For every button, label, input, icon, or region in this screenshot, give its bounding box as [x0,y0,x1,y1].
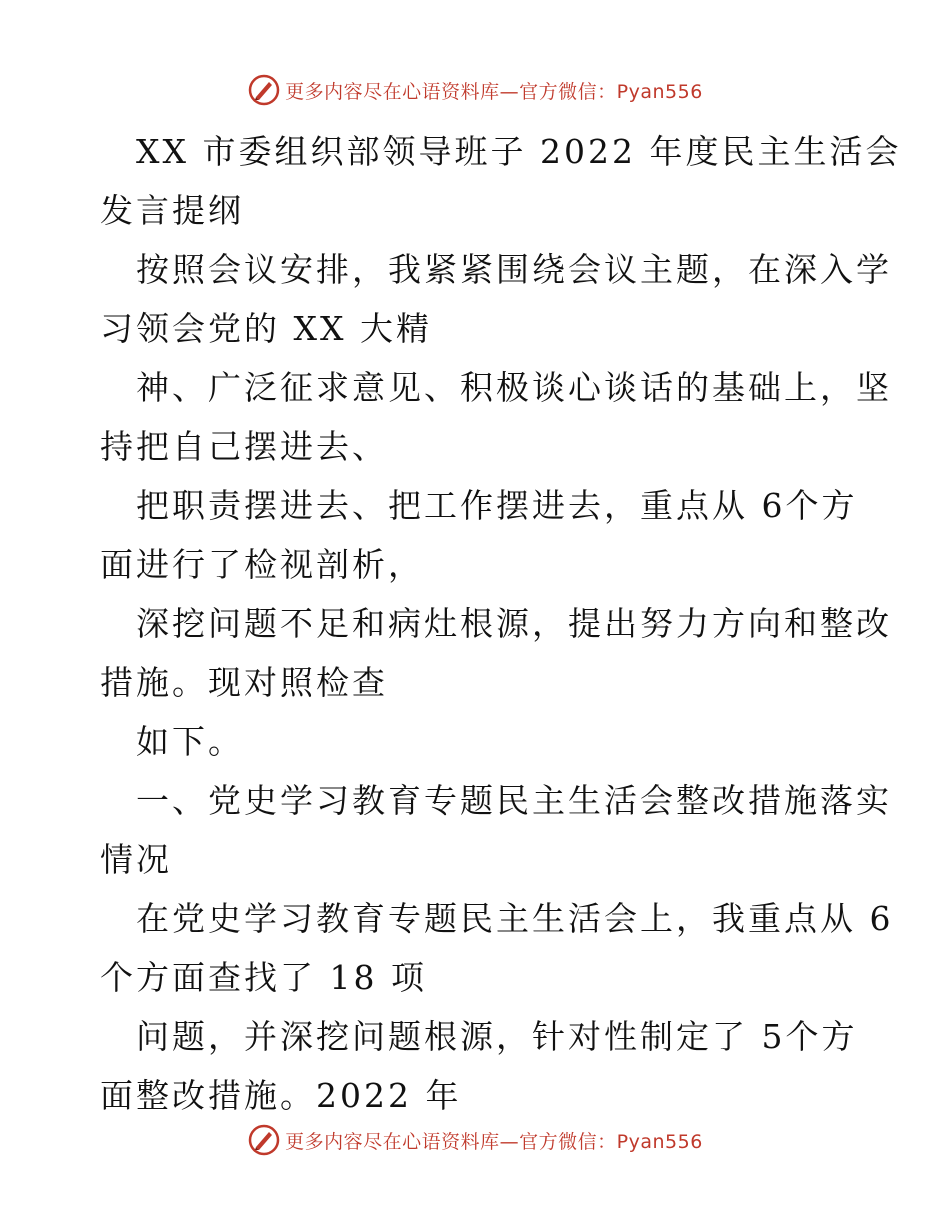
paragraph-line: 措施。现对照检查 [100,663,388,702]
header-banner [0,70,950,110]
footer-banner-text: 更多内容尽在心语资料库—官方微信：Pyan556 [285,1130,703,1153]
paragraph-line: 如下。 [136,722,244,761]
header-banner-text: 更多内容尽在心语资料库—官方微信：Pyan556 [285,80,703,103]
title-line-2: 发言提纲 [100,191,244,230]
paragraph-line: 问题，并深挖问题根源，针对性制定了 5个方 [136,1017,858,1056]
paragraph-line: 面进行了检视剖析， [100,545,424,584]
paragraph-line: 神、广泛征求意见、积极谈心谈话的基础上，坚 [136,368,892,407]
paragraph-line: 在党史学习教育专题民主生活会上，我重点从 6 [136,899,894,938]
paragraph-line: 持把自己摆进去、 [100,427,388,466]
document-body [100,122,902,1125]
paragraph-line: 把职责摆进去、把工作摆进去，重点从 6个方 [136,486,858,525]
footer-banner [0,1120,950,1160]
paragraph-line: 按照会议安排，我紧紧围绕会议主题，在深入学 [136,250,892,289]
paragraph-line: 习领会党的 XX 大精 [100,309,432,348]
paragraph-line: 个方面查找了 18 项 [100,958,427,997]
section-heading-line: 一、党史学习教育专题民主生活会整改措施落实 [136,781,892,820]
title-line-1: XX 市委组织部领导班子 2022 年度民主生活会 [136,132,902,171]
paragraph-line: 面整改措施。2022 年 [100,1076,462,1115]
paragraph-line: 深挖问题不足和病灶根源，提出努力方向和整改 [136,604,892,643]
seal-logo-icon [247,1123,281,1157]
section-heading-line: 情况 [100,840,172,879]
seal-logo-icon [247,73,281,107]
